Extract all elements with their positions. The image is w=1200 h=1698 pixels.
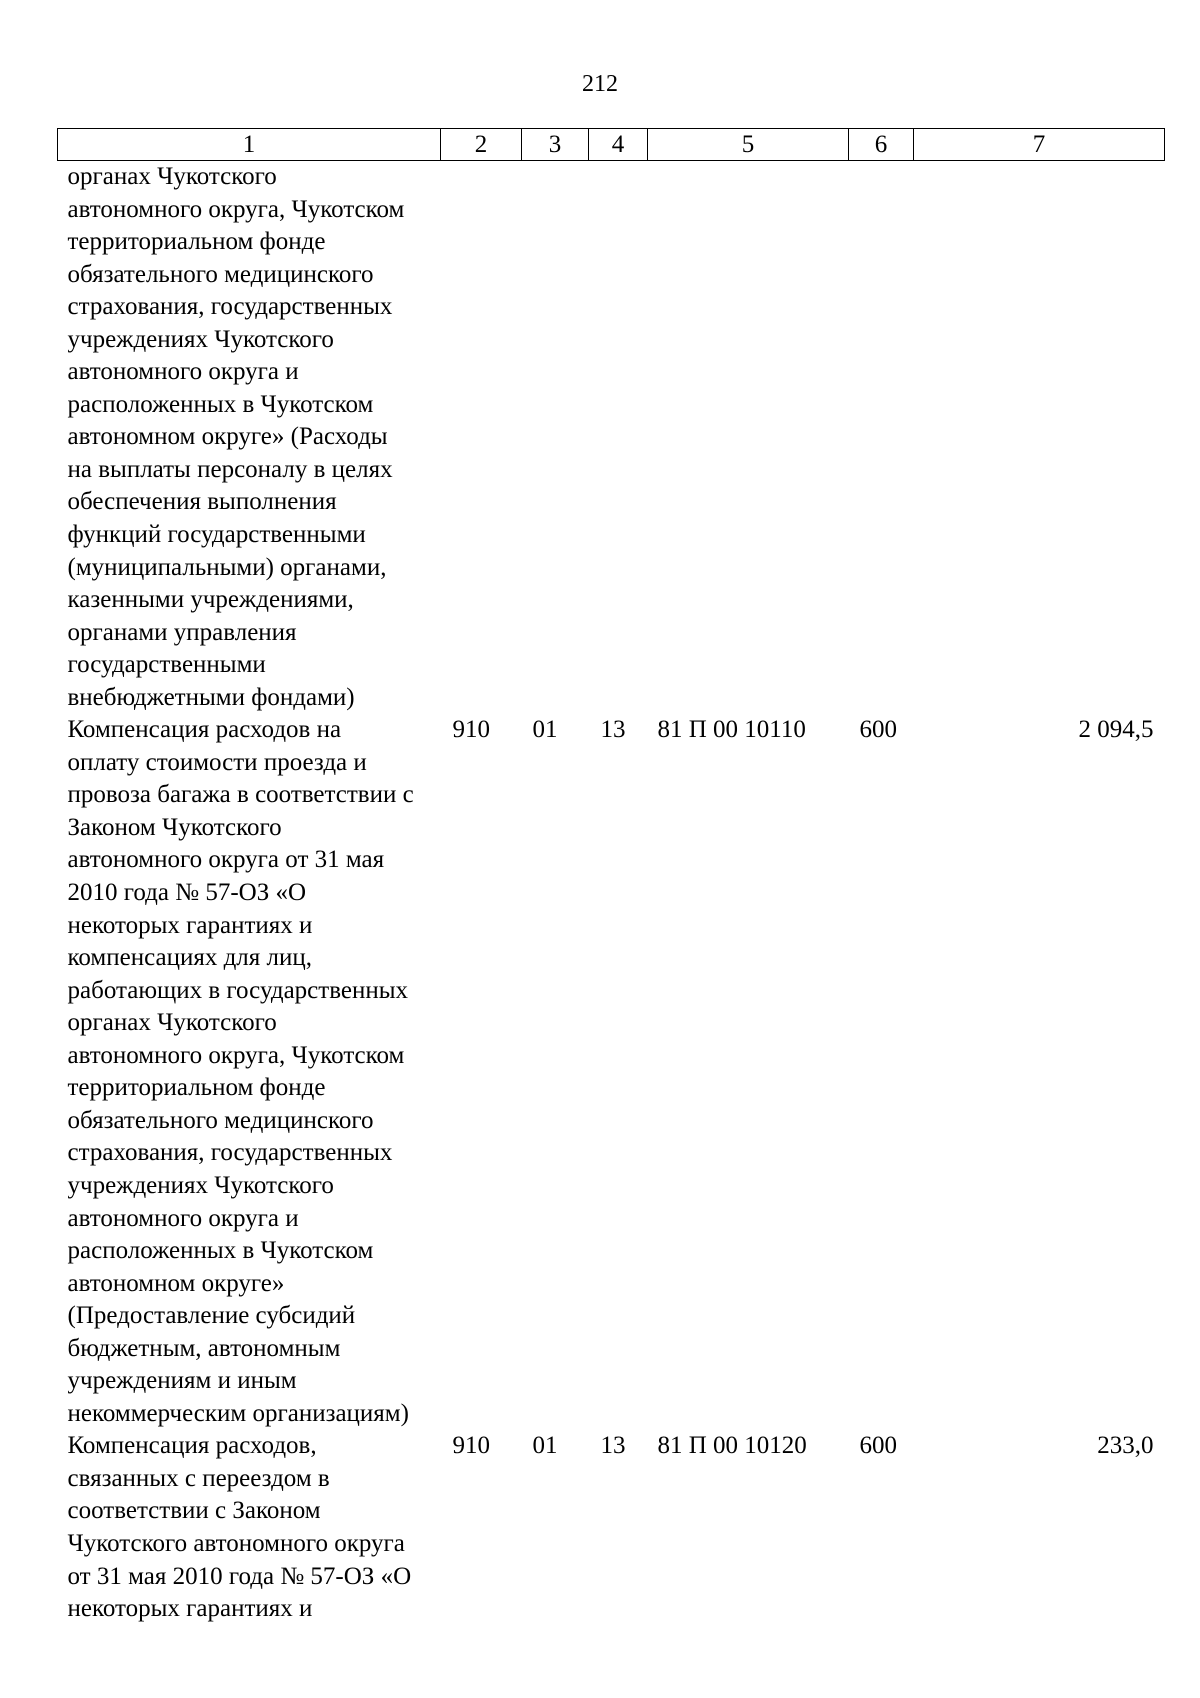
column-header: 4 — [589, 129, 648, 161]
expense-type-code: 600 — [859, 716, 897, 744]
row-description: органах Чукотского автономного округа, Чукотском территориальном фонде обязательного медицинского страхования, государственных учреждениях Чукотского автономного округа и расположенных в Чукотском автономном округе» (Расходы на выплаты персоналу в целях обеспечения выполнения функций государственными (муниципальными) органами, казенными учреждениями, органами управления государственными внебюджетными фондами) — [67, 163, 405, 711]
table-header-row — [58, 129, 1165, 161]
target-article-code: 81 П 00 10120 — [657, 1432, 807, 1460]
page-number: 212 — [582, 71, 618, 97]
table-row — [58, 1430, 1165, 1625]
column-header: 1 — [58, 129, 441, 161]
row-description: Компенсация расходов на оплату стоимости проезда и провоза багажа в соответствии с Законом Чукотского автономного округа от 31 мая 2010 года № 57-ОЗ «О некоторых гарантиях и компенсациях для лиц, работающих в государственных органах Чукотского автономного округа, Чукотском территориальном фонде обязательного медицинского страхования, государственных учреждениях Чукотского автономного округа и расположенных в Чукотском автономном округе» (Предоставление субсидий бюджетным, автономным учреждениям и иным некоммерческим организациям) — [67, 716, 414, 1427]
subsection-code: 13 — [600, 716, 626, 744]
section-code — [522, 161, 589, 715]
column-header: 7 — [914, 129, 1165, 161]
row-description: Компенсация расходов, связанных с переездом в соответствии с Законом Чукотского автономного округа от 31 мая 2010 года № 57-ОЗ «О некоторых гарантиях и — [67, 1432, 412, 1623]
column-header: 3 — [522, 129, 589, 161]
ministry-code: 910 — [452, 1432, 490, 1460]
ministry-code: 910 — [452, 716, 490, 744]
expense-type-code: 600 — [859, 1432, 897, 1460]
subsection-code — [589, 161, 648, 715]
table-row — [58, 714, 1165, 1430]
section-code: 01 — [532, 1432, 558, 1460]
amount — [914, 161, 1165, 715]
budget-table — [57, 128, 1165, 1626]
column-header: 2 — [441, 129, 522, 161]
expense-type-code — [849, 161, 914, 715]
section-code: 01 — [532, 716, 558, 744]
column-header: 6 — [849, 129, 914, 161]
target-article-code: 81 П 00 10110 — [657, 716, 806, 744]
subsection-code: 13 — [600, 1432, 626, 1460]
ministry-code — [441, 161, 522, 715]
amount: 2 094,5 — [1078, 716, 1154, 744]
column-header: 5 — [648, 129, 849, 161]
amount: 233,0 — [1097, 1432, 1154, 1460]
table-row — [58, 161, 1165, 715]
target-article-code — [648, 161, 849, 715]
